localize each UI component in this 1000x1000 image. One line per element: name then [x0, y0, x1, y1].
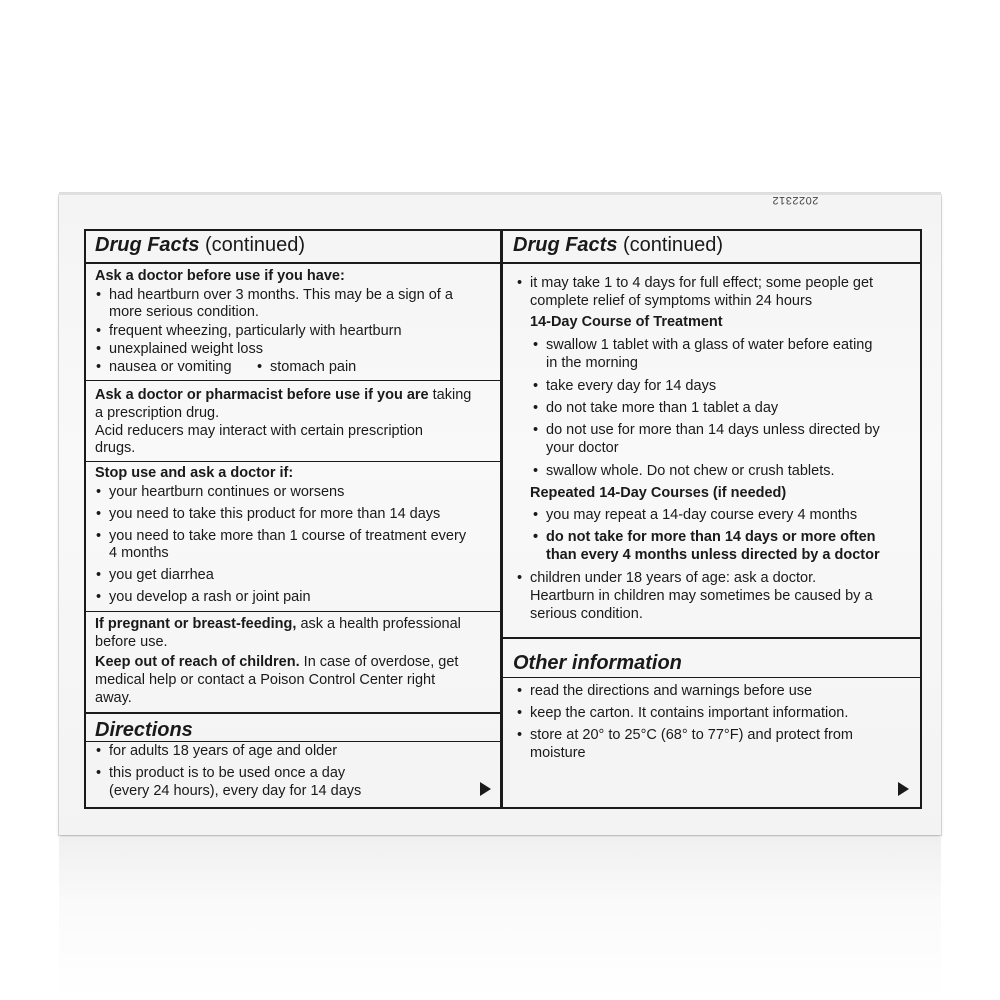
list-item: • you develop a rash or joint pain [109, 589, 311, 606]
ask-doctor-heading: Ask a doctor before use if you have: [95, 268, 345, 284]
list-item-continued: more serious condition. [109, 304, 259, 320]
list-item: • you need to take this product for more than 14 days [109, 506, 440, 523]
list-item: • frequent wheezing, particularly with heartburn [109, 323, 402, 340]
directions-title-text: Directions [95, 719, 193, 741]
ask-pharmacist-text: Acid reducers may interact with certain prescription [95, 423, 423, 439]
continued-label: (continued) [199, 234, 306, 256]
directions-rule [84, 712, 500, 714]
left-header-rule [84, 262, 500, 264]
list-item: • do not use for more than 14 days unless directed by [546, 422, 880, 439]
drug-facts-title: Drug Facts [95, 234, 200, 256]
list-item: • take every day for 14 days [546, 378, 716, 395]
list-item: • swallow 1 tablet with a glass of water before eating [546, 337, 872, 354]
column-divider [500, 229, 503, 809]
list-item: • for adults 18 years of age and older [109, 743, 337, 760]
list-item: • swallow whole. Do not chew or crush tablets. [546, 463, 835, 480]
list-item-continued: Heartburn in children may sometimes be caused by a [530, 588, 873, 604]
list-item: • stomach pain [270, 359, 356, 376]
list-item-continued: 4 months [109, 545, 169, 561]
list-item: • read the directions and warnings before use [530, 683, 812, 700]
keep-out-text: away. [95, 690, 132, 706]
ask-pharmacist-text: a prescription drug. [95, 405, 220, 421]
list-item: • you may repeat a 14-day course every 4 months [546, 507, 857, 524]
list-item: • keep the carton. It contains important information. [530, 705, 848, 722]
list-item: • children under 18 years of age: ask a doctor. [530, 570, 816, 587]
directions-title-rule [84, 741, 500, 742]
drug-facts-title: Drug Facts [513, 234, 618, 256]
list-item-continued: moisture [530, 745, 586, 761]
keep-out-rest: In case of overdose, get [299, 654, 459, 670]
list-item-continued: than every 4 months unless directed by a doctor [546, 547, 880, 563]
list-item-continued: (every 24 hours), every day for 14 days [109, 783, 362, 799]
list-item: • you need to take more than 1 course of treatment every [109, 528, 466, 545]
ask-pharmacist-text: drugs. [95, 440, 136, 456]
list-item-continued: serious condition. [530, 606, 643, 622]
pregnant-text: before use. [95, 634, 168, 650]
right-header-rule [503, 262, 922, 264]
left-header [95, 234, 305, 256]
list-item-continued: your doctor [546, 440, 619, 456]
ask-pharmacist-line [95, 387, 471, 404]
section-rule [84, 380, 500, 381]
list-item: • you get diarrhea [109, 567, 214, 584]
ask-pharmacist-heading: Ask a doctor or pharmacist before use if you are [95, 387, 429, 403]
right-header [513, 234, 723, 256]
list-item-continued: complete relief of symptoms within 24 hours [530, 293, 813, 309]
triangle-right-icon [480, 782, 491, 796]
ask-pharmacist-rest: taking [428, 387, 472, 403]
list-item-continued: in the morning [546, 355, 638, 371]
other-info-rule [503, 637, 922, 639]
pregnant-rest: ask a health professional [296, 616, 461, 632]
list-item: • nausea or vomiting [109, 359, 232, 376]
other-info-title-text: Other information [513, 652, 682, 674]
keep-out-line [95, 654, 458, 671]
directions-title [95, 719, 193, 741]
list-item: • unexplained weight loss [109, 341, 263, 358]
triangle-right-icon [898, 782, 909, 796]
repeat-heading: Repeated 14-Day Courses (if needed) [530, 485, 787, 501]
course-heading: 14-Day Course of Treatment [530, 314, 723, 330]
continued-label: (continued) [617, 234, 724, 256]
other-info-title [513, 652, 682, 674]
list-item: • do not take more than 1 tablet a day [546, 400, 778, 417]
keep-out-heading: Keep out of reach of children. [95, 654, 300, 670]
list-item: • store at 20° to 25°C (68° to 77°F) and protect from [530, 727, 853, 744]
list-item-warning: • do not take for more than 14 days or more often [546, 529, 876, 546]
section-rule [84, 611, 500, 612]
lot-code: 2022312 [772, 194, 819, 206]
pregnant-heading: If pregnant or breast-feeding, [95, 616, 297, 632]
surface-reflection [59, 838, 941, 1000]
list-item: • had heartburn over 3 months. This may be a sign of a [109, 287, 453, 304]
pregnant-line [95, 616, 461, 633]
list-item: • it may take 1 to 4 days for full effect; some people get [530, 275, 873, 292]
section-rule [84, 461, 500, 462]
keep-out-text: medical help or contact a Poison Control Center right [95, 672, 436, 688]
other-info-title-rule [503, 677, 922, 678]
stop-use-heading: Stop use and ask a doctor if: [95, 465, 294, 481]
list-item: • your heartburn continues or worsens [109, 484, 344, 501]
list-item: • this product is to be used once a day [109, 765, 345, 782]
